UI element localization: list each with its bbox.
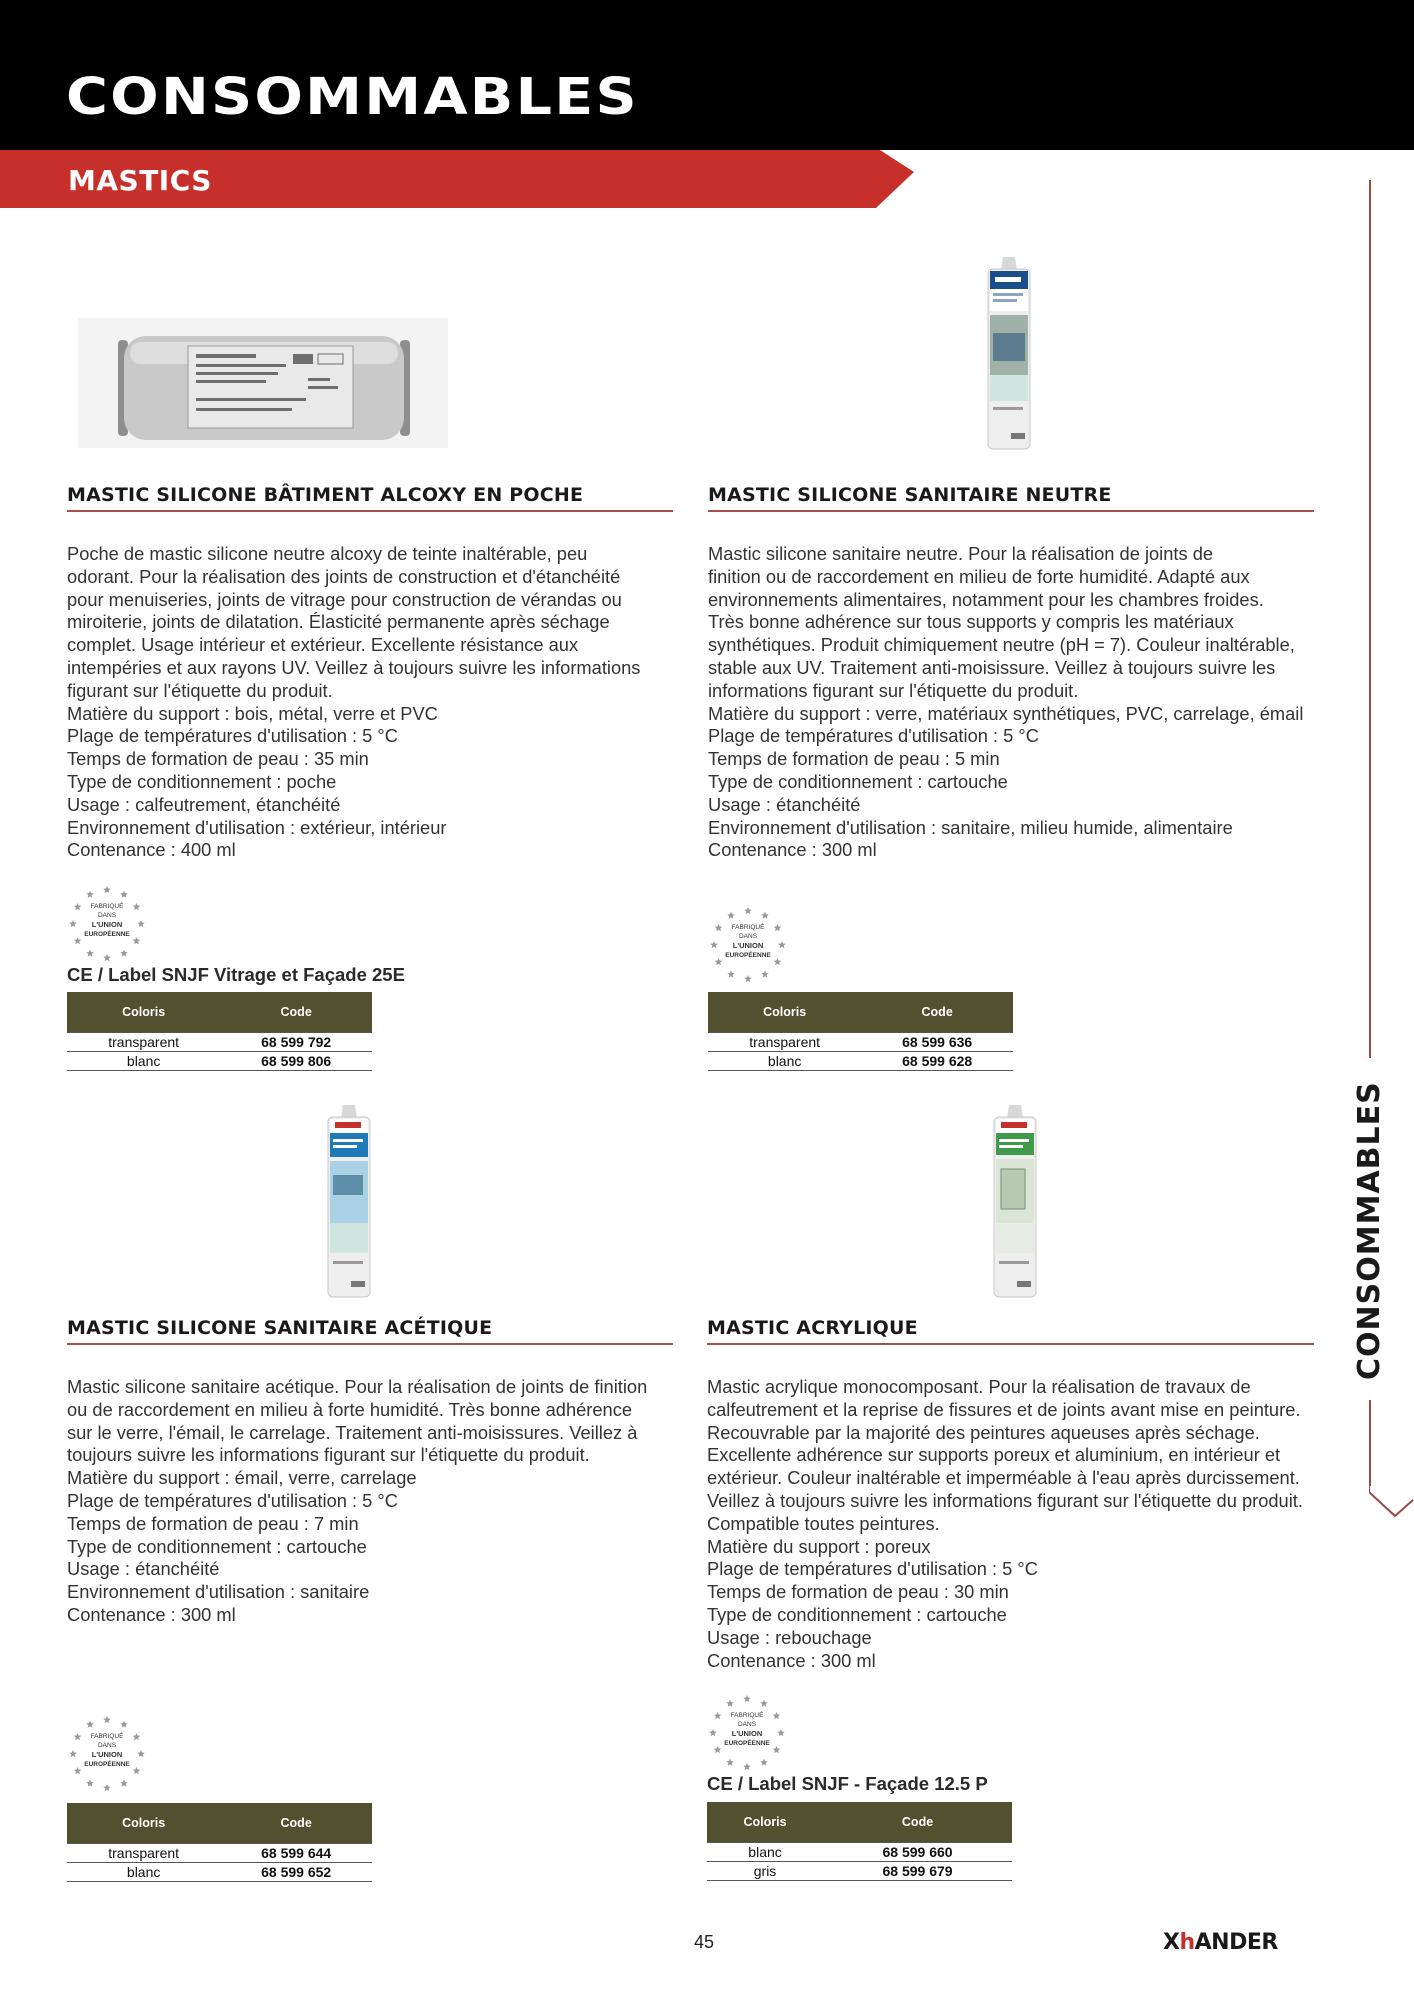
- table-row: gris 68 599 679: [707, 1861, 1012, 1880]
- title-divider: [67, 510, 673, 512]
- star-icon: [773, 1712, 781, 1719]
- star-icon: [744, 975, 752, 982]
- star-icon: [133, 1733, 141, 1740]
- star-icon: [69, 920, 77, 927]
- side-divider-top: [1369, 180, 1371, 1058]
- product-image-cartridge: [985, 257, 1033, 452]
- product-description: Poche de mastic silicone neutre alcoxy de teinte inaltérable, peu odorant. Pour la réalisation des joints de construction et d'étanchéité pour menuiseries, joints de vitrage pour construction de vérandas ou miroiterie, joints de dilatation. Élasticité permanente après séchage complet. Usage intérieur et extérieur. Excellente résistance aux intempéries et aux rayons UV. Veillez à toujours suivre les informations figurant sur l'étiquette du produit. Matière du support : bois, métal, verre et PVC Plage de températures d'utilisation : 5 °C Temps de formation de peau : 35 min Type de conditionnement : poche Usage : calfeutrement, étanchéité Environnement d'utilisation : extérieur, intérieur Contenance : 400 ml: [67, 543, 641, 861]
- star-icon: [103, 954, 111, 961]
- star-icon: [777, 1729, 785, 1736]
- star-icon: [86, 1779, 94, 1786]
- star-icon: [760, 1758, 768, 1765]
- product-title: MASTIC ACRYLIQUE: [707, 1317, 918, 1339]
- star-icon: [133, 1767, 141, 1774]
- badge-text: EUROPÉENNE: [724, 1740, 770, 1747]
- badge-text: EUROPÉENNE: [84, 931, 130, 938]
- star-icon: [133, 903, 141, 910]
- product-title: MASTIC SILICONE BÂTIMENT ALCOXY EN POCHE: [67, 484, 584, 506]
- eu-made-badge: [67, 1714, 147, 1794]
- star-icon: [760, 1700, 768, 1707]
- title-divider: [708, 510, 1314, 512]
- title-divider: [707, 1343, 1314, 1345]
- star-icon: [120, 1779, 128, 1786]
- table-row: blanc 68 599 652: [67, 1862, 372, 1881]
- star-icon: [726, 1758, 734, 1765]
- star-icon: [761, 970, 769, 977]
- table-row: transparent 68 599 644: [67, 1843, 372, 1862]
- star-icon: [774, 958, 782, 965]
- badge-text: FABRIQUÉ: [90, 903, 124, 910]
- star-icon: [773, 1746, 781, 1753]
- star-icon: [74, 1767, 82, 1774]
- star-icon: [74, 1733, 82, 1740]
- star-icon: [120, 891, 128, 898]
- star-icon: [137, 1750, 145, 1757]
- star-icon: [74, 903, 82, 910]
- code-table: Coloris Code blanc 68 599 660 gris 68 599 679: [707, 1802, 1012, 1881]
- star-icon: [761, 912, 769, 919]
- star-icon: [715, 924, 723, 931]
- star-icon: [726, 1700, 734, 1707]
- badge-text: DANS: [737, 1721, 757, 1728]
- code-table: Coloris Code transparent 68 599 644 blanc 68 599 652: [67, 1803, 372, 1882]
- product-image-cartridge: [325, 1105, 373, 1300]
- product-title: MASTIC SILICONE SANITAIRE NEUTRE: [708, 484, 1112, 506]
- badge-text: FABRIQUÉ: [731, 924, 765, 931]
- star-icon: [727, 970, 735, 977]
- star-icon: [103, 1784, 111, 1791]
- table-row: blanc 68 599 628: [708, 1051, 1013, 1070]
- badge-text: DANS: [738, 933, 758, 940]
- certification-label: CE / Label SNJF - Façade 12.5 P: [707, 1773, 988, 1794]
- badge-text: L'UNION: [91, 920, 123, 929]
- product-image-cartridge: [991, 1105, 1039, 1300]
- page-number: 45: [694, 1932, 715, 1952]
- table-row: blanc 68 599 806: [67, 1051, 372, 1070]
- side-divider-bottom: [1369, 1400, 1371, 1486]
- star-icon: [86, 891, 94, 898]
- badge-text: FABRIQUÉ: [90, 1733, 124, 1740]
- star-icon: [120, 949, 128, 956]
- brand-logo: XhANDER: [1163, 1930, 1278, 1955]
- star-icon: [710, 941, 718, 948]
- star-icon: [727, 912, 735, 919]
- chevron-down-icon: [1369, 1486, 1414, 1522]
- badge-text: EUROPÉENNE: [84, 1761, 130, 1768]
- product-title: MASTIC SILICONE SANITAIRE ACÉTIQUE: [67, 1317, 493, 1339]
- section-title: MASTICS: [68, 164, 212, 197]
- star-icon: [74, 937, 82, 944]
- product-description: Mastic silicone sanitaire neutre. Pour la réalisation de joints de finition ou de raccordement en milieu de forte humidité. Adapté aux environnements alimentaires, notamment pour les chambres froides. Très bonne adhérence sur tous supports y compris les matériaux synthétiques. Produit chimiquement neutre (pH = 7). Couleur inaltérable, stable aux UV. Traitement anti-moisissure. Veillez à toujours suivre les informations figurant sur l'étiquette du produit. Matière du support : verre, matériaux synthétiques, PVC, carrelage, émail Plage de températures d'utilisation : 5 °C Temps de formation de peau : 5 min Type de conditionnement : cartouche Usage : étanchéité Environnement d'utilisation : sanitaire, milieu humide, alimentaire Contenance : 300 ml: [708, 543, 1304, 861]
- badge-text: DANS: [97, 1742, 117, 1749]
- star-icon: [744, 907, 752, 914]
- product-image-pouch: [78, 318, 448, 448]
- star-icon: [714, 1712, 722, 1719]
- eu-made-badge: [708, 905, 788, 985]
- table-row: blanc 68 599 660: [707, 1842, 1012, 1861]
- star-icon: [715, 958, 723, 965]
- star-icon: [774, 924, 782, 931]
- badge-text: L'UNION: [732, 941, 764, 950]
- table-row: transparent 68 599 792: [67, 1032, 372, 1051]
- star-icon: [778, 941, 786, 948]
- badge-text: EUROPÉENNE: [725, 952, 771, 959]
- badge-text: L'UNION: [731, 1729, 763, 1738]
- star-icon: [709, 1729, 717, 1736]
- title-divider: [67, 1343, 673, 1345]
- star-icon: [86, 949, 94, 956]
- code-table: Coloris Code transparent 68 599 636 blanc 68 599 628: [708, 992, 1013, 1071]
- badge-text: DANS: [97, 912, 117, 919]
- badge-text: FABRIQUÉ: [730, 1712, 764, 1719]
- star-icon: [137, 920, 145, 927]
- eu-made-badge: [707, 1693, 787, 1773]
- star-icon: [69, 1750, 77, 1757]
- certification-label: CE / Label SNJF Vitrage et Façade 25E: [67, 964, 405, 985]
- star-icon: [103, 1716, 111, 1723]
- side-tab-label: CONSOMMABLES: [1352, 1081, 1387, 1380]
- star-icon: [120, 1721, 128, 1728]
- star-icon: [103, 886, 111, 893]
- product-description: Mastic acrylique monocomposant. Pour la réalisation de travaux de calfeutrement et la reprise de fissures et de joints avant mise en peinture. Recouvrable par la majorité des peintures aqueuses après séchage. Excellente adhérence sur supports poreux et aluminium, en intérieur et extérieur. Couleur inaltérable et imperméable à l'eau après durcissement. Veillez à toujours suivre les informations figurant sur l'étiquette du produit. Compatible toutes peintures. Matière du support : poreux Plage de températures d'utilisation : 5 °C Temps de formation de peau : 30 min Type de conditionnement : cartouche Usage : rebouchage Contenance : 300 ml: [707, 1376, 1303, 1671]
- product-description: Mastic silicone sanitaire acétique. Pour la réalisation de joints de finition ou de raccordement en milieu à forte humidité. Très bonne adhérence sur le verre, l'émail, le carrelage. Traitement anti-moisissures. Veillez à toujours suivre les informations figurant sur l'étiquette du produit. Matière du support : émail, verre, carrelage Plage de températures d'utilisation : 5 °C Temps de formation de peau : 7 min Type de conditionnement : cartouche Usage : étanchéité Environnement d'utilisation : sanitaire Contenance : 300 ml: [67, 1376, 648, 1625]
- table-row: transparent 68 599 636: [708, 1032, 1013, 1051]
- eu-made-badge: [67, 884, 147, 964]
- star-icon: [714, 1746, 722, 1753]
- code-table: Coloris Code transparent 68 599 792 blanc 68 599 806: [67, 992, 372, 1071]
- badge-text: L'UNION: [91, 1750, 123, 1759]
- star-icon: [743, 1695, 751, 1702]
- star-icon: [86, 1721, 94, 1728]
- page-title: CONSOMMABLES: [66, 68, 639, 127]
- star-icon: [743, 1763, 751, 1770]
- star-icon: [133, 937, 141, 944]
